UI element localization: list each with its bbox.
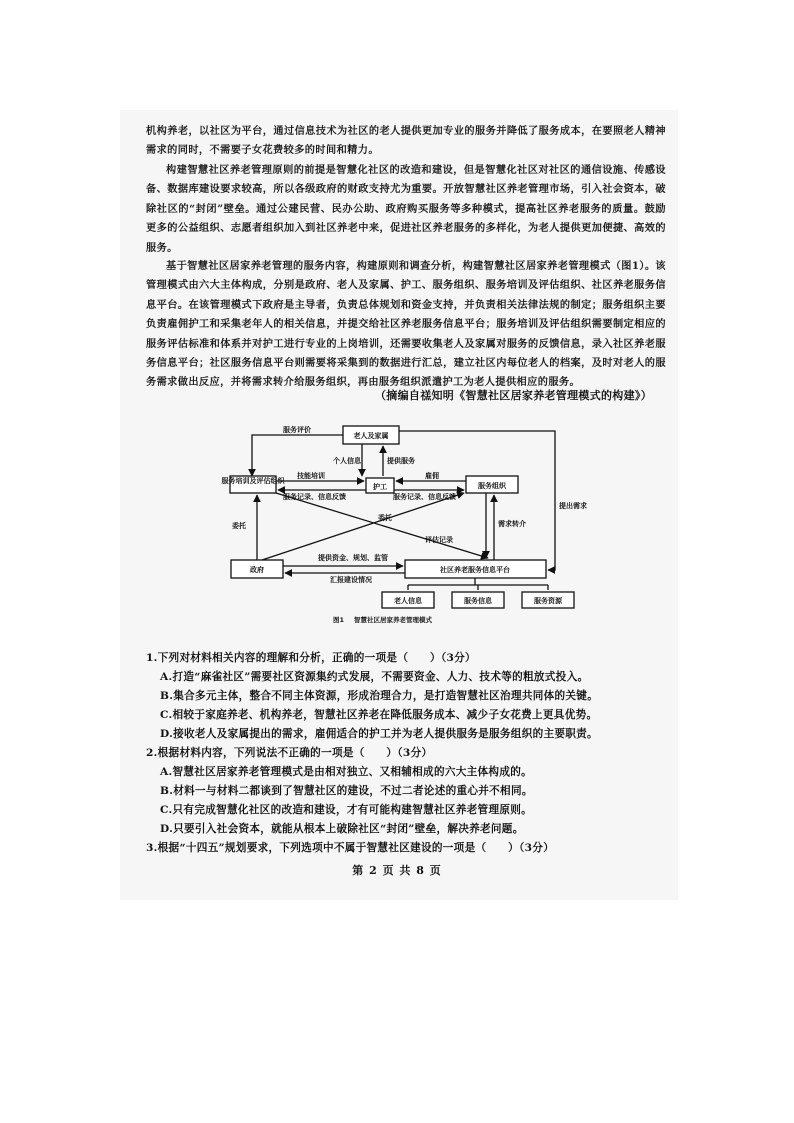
edge-service-eval xyxy=(252,435,343,476)
node-org-label: 服务组织 xyxy=(478,482,506,490)
question-2-option-a: A.智慧社区居家养老管理模式是由相对独立、又相辅相成的六大主体构成的。 xyxy=(160,766,532,778)
question-1-option-c: C.相较于家庭养老、机构养老，智慧社区养老在降低服务成本、减少子女花费上更具优势。 xyxy=(160,709,598,721)
label-funding: 提供资金、规划、监管 xyxy=(318,554,388,562)
question-2-option-b: B.材料一与材料二都谈到了智慧社区的建设，不过二者论述的重心并不相同。 xyxy=(160,785,533,797)
node-training-label xyxy=(222,476,286,485)
label-hire: 雇佣 xyxy=(425,472,439,480)
label-provide-service: 提供服务 xyxy=(387,457,415,465)
passage-paragraph-3-text: 基于智慧社区居家养老管理的服务内容，构建原则和调查分析，构建智慧社区居家养老管理模式（图1）。该管理模式由六大主体构成，分别是政府、老人及家属、护工、服务组织、服务培训及评估组织、社区养老服务信息平台。在该管理模式下政府是主导者，负责总体规划和资金支持，并负责相关法律法规的制定；服务组织主要负责雇佣护工和采集老年人的相关信息，并提交给社区养老服务信息平台；服务培训及评估组织需要制定相应的服务评估标准和体系并对护工进行专业的上岗培训，还需要收集老人及家属对服务的反馈信息，录入社区养老服务信息平台；社区服务信息平台则需要将采集到的数据进行汇总，建立社区内每位老人的档案，及时对老人的服务需求做出反应，并将需求转介给服务组织，再由服务组织派遣护工为老人提供相应的服务。 xyxy=(146,260,666,389)
question-1: 1.下列对材料相关内容的理解和分析，正确的一项是（ ）（3分） xyxy=(146,652,476,664)
label-raise-demand: 提出需求 xyxy=(559,502,587,510)
figure-caption-text: 智慧社区居家养老管理模式 xyxy=(354,616,432,624)
node-platform-label: 社区养老服务信息平台 xyxy=(440,566,510,574)
figure-caption-number: 图1 xyxy=(333,616,345,624)
question-2: 2.根据材料内容，下列说法不正确的一项是（ ）（3分） xyxy=(146,747,433,759)
question-3: 3.根据“十四五”规划要求，下列选项中不属于智慧社区建设的一项是（ ）（3分） xyxy=(146,842,555,854)
label-entrust-left: 委托 xyxy=(232,522,246,530)
label-demand-referral: 需求转介 xyxy=(498,520,526,528)
label-entrust-cross: 委托 xyxy=(378,514,392,522)
question-2-option-d: D.只要引入社会资本，就能从根本上破除社区“封闭”壁垒，解决养老问题。 xyxy=(160,823,524,835)
label-report: 汇报建设情况 xyxy=(330,576,372,584)
label-feedback-left: 服务记录、信息反馈 xyxy=(283,493,346,501)
label-personal-info: 个人信息 xyxy=(333,457,361,465)
passage-citation: （摘编自禚知明《智慧社区居家养老管理模式的构建》） xyxy=(375,389,652,402)
passage-paragraph-1: 机构养老，以社区为平台，通过信息技术为社区的老人提供更加专业的服务并降低了服务成本，在要照老人精神需求的同时，不需要子女花费较多的时间和精力。 xyxy=(146,125,666,157)
page-footer: 第 2 页 共 8 页 xyxy=(352,864,442,877)
label-service-eval: 服务评价 xyxy=(283,426,311,434)
node-info3-label: 服务资源 xyxy=(534,597,562,605)
node-nurse-label: 护工 xyxy=(373,483,387,491)
node-info1-label: 老人信息 xyxy=(394,597,422,605)
node-info2-label: 服务信息 xyxy=(464,597,492,605)
node-elder-label: 老人及家属 xyxy=(353,432,389,440)
question-1-option-b: B.集合多元主体，整合不同主体资源，形成治理合力，是打造智慧社区治理共同体的关键。 xyxy=(160,690,599,702)
edge-entrust-cross xyxy=(262,493,464,560)
edge-eval-record xyxy=(276,493,488,558)
passage-paragraph-2-text: 构建智慧社区养老管理原则的前提是智慧化社区的改造和建设，但是智慧化社区对社区的通信设施、传感设备、数据库建设要求较高，所以各级政府的财政支持尤为重要。开放智慧社区养老管理市场，引入社会资本，破除社区的“封闭”壁垒。通过公建民营、民办公助、政府购买服务等多种模式，提高社区养老服务的质量。鼓励更多的公益组织、志愿者组织加入到社区养老中来，促进社区养老服务的多样化，为老人提供更加便捷、高效的服务。 xyxy=(146,164,666,254)
node-training-label-text: 服务培训及评估组织 xyxy=(221,477,285,485)
question-1-option-a: A.打造“麻雀社区”需要社区资源集约式发展，不需要资金、人力、技术等的粗放式投入。 xyxy=(160,671,589,683)
label-eval-record: 评估记录 xyxy=(425,536,453,544)
node-gov-label: 政府 xyxy=(250,566,264,574)
label-skill-training: 技能培训 xyxy=(297,472,325,480)
label-feedback-right: 服务记录、信息反馈 xyxy=(393,493,456,501)
edge-platform-info xyxy=(408,578,548,590)
question-2-option-c: C.只有完成智慧化社区的改造和建设，才有可能构建智慧社区养老管理原则。 xyxy=(160,804,533,816)
question-1-option-d: D.接收老人及家属提出的需求，雇佣适合的护工并为老人提供服务是服务组织的主要职责。 xyxy=(160,728,598,740)
